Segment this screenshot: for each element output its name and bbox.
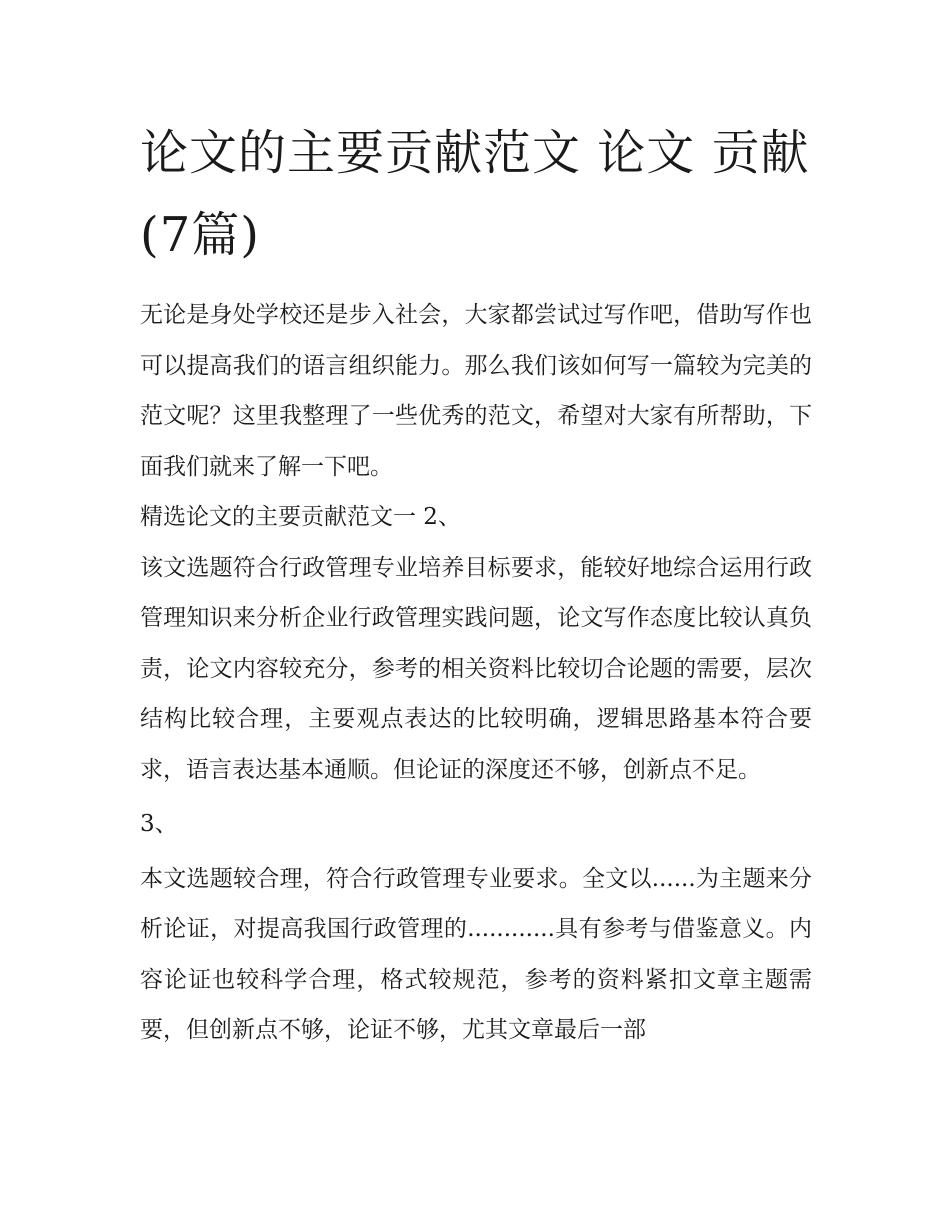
document-page	[140, 112, 812, 1056]
paragraph-2: 该文选题符合行政管理专业培养目标要求，能较好地综合运用行政管理知识来分析企业行政管理实践问题，论文写作态度比较认真负责，论文内容较充分，参考的相关资料比较切合论题的需要，层次结构比较合理，主要观点表达的比较明确，逻辑思路基本符合要求，语言表达基本通顺。但论证的深度还不够，创新点不足。	[140, 554, 812, 783]
document-title: 论文的主要贡献范文 论文 贡献(7篇)	[140, 125, 810, 263]
intro-paragraph: 无论是身处学校还是步入社会，大家都尝试过写作吧，借助写作也可以提高我们的语言组织能力。那么我们该如何写一篇较为完美的范文呢？这里我整理了一些优秀的范文，希望对大家有所帮助，下面我们就来了解一下吧。	[140, 302, 812, 480]
section-heading: 精选论文的主要贡献范文一 2、	[140, 504, 461, 530]
item-3-label: 3、	[140, 811, 178, 837]
paragraph-3: 本文选题较合理，符合行政管理专业要求。全文以......为主题来分析论证，对提高我国行政管理的............具有参考与借鉴意义。内容论证也较科学合理，格式较规范，参考的资料紧扣文章主题需要，但创新点不够，论证不够，尤其文章最后一部	[140, 865, 812, 1043]
